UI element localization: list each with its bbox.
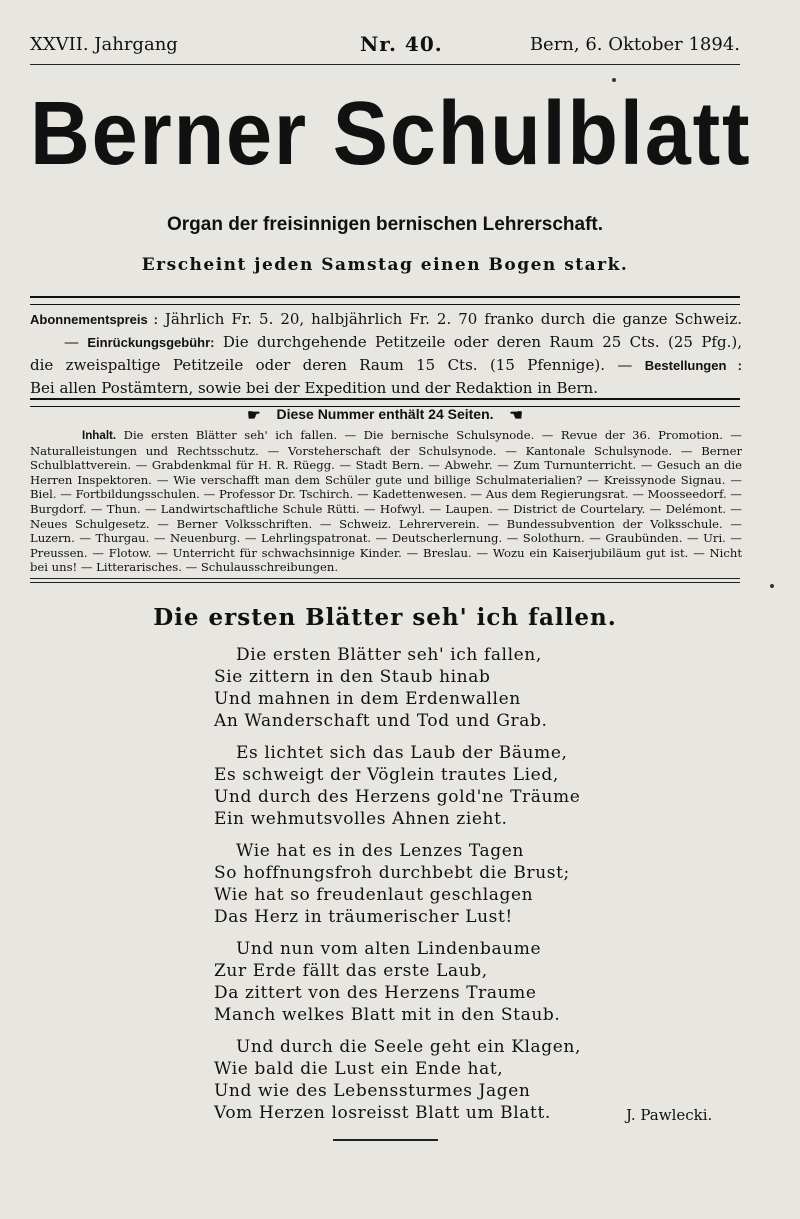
poem-line: Wie bald die Lust ein Ende hat, <box>214 1059 504 1079</box>
issue-header <box>30 34 740 60</box>
end-rule <box>333 1139 438 1141</box>
place-date: Bern, 6. Oktober 1894. <box>529 34 740 55</box>
contents-heading-row <box>0 406 770 424</box>
contents-label: Inhalt. <box>82 429 117 442</box>
contents-heading: Diese Nummer enthält 24 Seiten. <box>276 406 494 422</box>
poem-line: So hoffnungsfroh durchbebt die Brust; <box>214 863 570 883</box>
abo-label: Abonnementspreis : <box>30 312 158 327</box>
poem-line: Wie hat es in des Lenzes Tagen <box>236 841 524 861</box>
poem-line: Und wie des Lebenssturmes Jagen <box>214 1081 531 1101</box>
poem-line: Vom Herzen losreisst Blatt um Blatt. <box>214 1103 551 1123</box>
fee-prefix: — <box>64 333 79 351</box>
poem-stanza <box>214 840 574 928</box>
poem-line: Da zittert von des Herzens Traume <box>214 983 537 1003</box>
masthead-title: Berner Schulblatt <box>30 84 752 184</box>
poem-title: Die ersten Blätter seh' ich fallen. <box>153 604 617 631</box>
poem-stanza <box>214 742 581 830</box>
subscription-line-4 <box>30 377 742 399</box>
order-text: Bei allen Postämtern, sowie bei der Expedition und der Redaktion in Bern. <box>30 379 598 397</box>
print-speck <box>612 78 616 82</box>
poem-line: Es lichtet sich das Laub der Bäume, <box>236 743 568 763</box>
fee-text: Die durchgehende Petitzeile oder deren Raum 25 Cts. (25 Pfg.), <box>222 333 742 351</box>
abo-text: Jährlich Fr. 5. 20, halbjährlich Fr. 2. 70 franko durch die ganze Schweiz. <box>164 310 742 328</box>
volume-label: XXVII. Jahrgang <box>30 34 178 55</box>
issue-number: Nr. 40. <box>360 32 443 56</box>
poem-body <box>214 644 581 1134</box>
poem-line: Manch welkes Blatt mit in den Staub. <box>214 1005 561 1025</box>
print-speck <box>770 584 774 588</box>
table-of-contents <box>30 428 742 575</box>
pointing-hand-right-icon: ☛ <box>247 407 261 425</box>
poem-line: An Wanderschaft und Tod und Grab. <box>214 711 548 731</box>
header-rule <box>30 64 740 65</box>
poem-line: Und nun vom alten Lindenbaume <box>236 939 542 959</box>
poem-line: Die ersten Blätter seh' ich fallen, <box>236 645 542 665</box>
subscription-info <box>30 308 742 399</box>
fee-label: Einrückungsgebühr: <box>87 335 215 350</box>
poem-stanza <box>214 1036 581 1124</box>
fee-text-2: die zweispaltige Petitzeile oder deren Raum 15 Cts. (15 Pfennige). — <box>30 356 633 374</box>
poem-line: Sie zittern in den Staub hinab <box>214 667 491 687</box>
masthead-subtitle: Organ der freisinnigen bernischen Lehrerschaft. <box>166 214 604 235</box>
poem-line: Und durch die Seele geht ein Klagen, <box>236 1037 581 1057</box>
poem-line: Zur Erde fällt das erste Laub, <box>214 961 488 981</box>
poem-line: Es schweigt der Vöglein trautes Lied, <box>214 765 559 785</box>
poem-line: Wie hat so freudenlaut geschlagen <box>214 885 534 905</box>
subscription-line-3 <box>30 354 742 377</box>
subscription-line-1 <box>30 308 742 331</box>
pointing-hand-left-icon: ☚ <box>509 407 523 425</box>
contents-rule-1 <box>30 578 740 579</box>
order-label: Bestellungen : <box>644 358 742 373</box>
subscription-line-2 <box>30 331 742 354</box>
poem-line: Ein wehmutsvolles Ahnen zieht. <box>214 809 508 829</box>
poem-line: Und durch des Herzens gold'ne Träume <box>214 787 581 807</box>
publication-frequency: Erscheint jeden Samstag einen Bogen stark. <box>141 255 629 275</box>
poem-stanza <box>214 938 574 1026</box>
poem-line: Und mahnen in dem Erdenwallen <box>214 689 521 709</box>
divider-rule <box>30 296 740 305</box>
poem-line: Das Herz in träumerischer Lust! <box>214 907 513 927</box>
poem-stanza <box>214 644 574 732</box>
poem-author: J. Pawlecki. <box>626 1106 713 1124</box>
contents-rule-2 <box>30 582 740 583</box>
contents-paragraph <box>30 428 742 575</box>
contents-text: Die ersten Blätter seh' ich fallen. — Die bernische Schulsynode. — Revue der 36. Promotion. — Naturalleistungen und Rechtsschutz. — Vorsteherschaft der Schulsynode. — Kantonale Schulsynode. — Berner Schulblattverein. — Grabdenkmal für H. R. Rüegg. — Stadt Bern. — Abwehr. — Zum Turnunterricht. — Gesuch an die Herren Inspektoren. — Wie verschafft man dem Schüler gute und billige Schulmaterialien? — Kreissynode Signau. — Biel. — Fortbildungsschulen. — Professor Dr. Tschirch. — Kadettenwesen. — Aus dem Regierungsrat. — Moosseedorf. — Burgdorf. — Thun. — Landwirtschaftliche Schule Rütti. — Hofwyl. — Laupen. — District de Courtelary. — Delémont. — Neues Schulgesetz. — Berner Volksschriften. — Schweiz. Lehrerverein. — Bundessubvention der Volksschule. — Luzern. — Thurgau. — Neuenburg. — Lehrlingspatronat. — Deutscherlernung. — Solothurn. — Graubünden. — Uri. — Preussen. — Flotow. — Unterricht für schwachsinnige Kinder. — Breslau. — Wozu ein Kaiserjubiläum gut ist. — Nicht bei uns! — Litterarisches. — Schulausschreibungen. <box>30 428 743 575</box>
